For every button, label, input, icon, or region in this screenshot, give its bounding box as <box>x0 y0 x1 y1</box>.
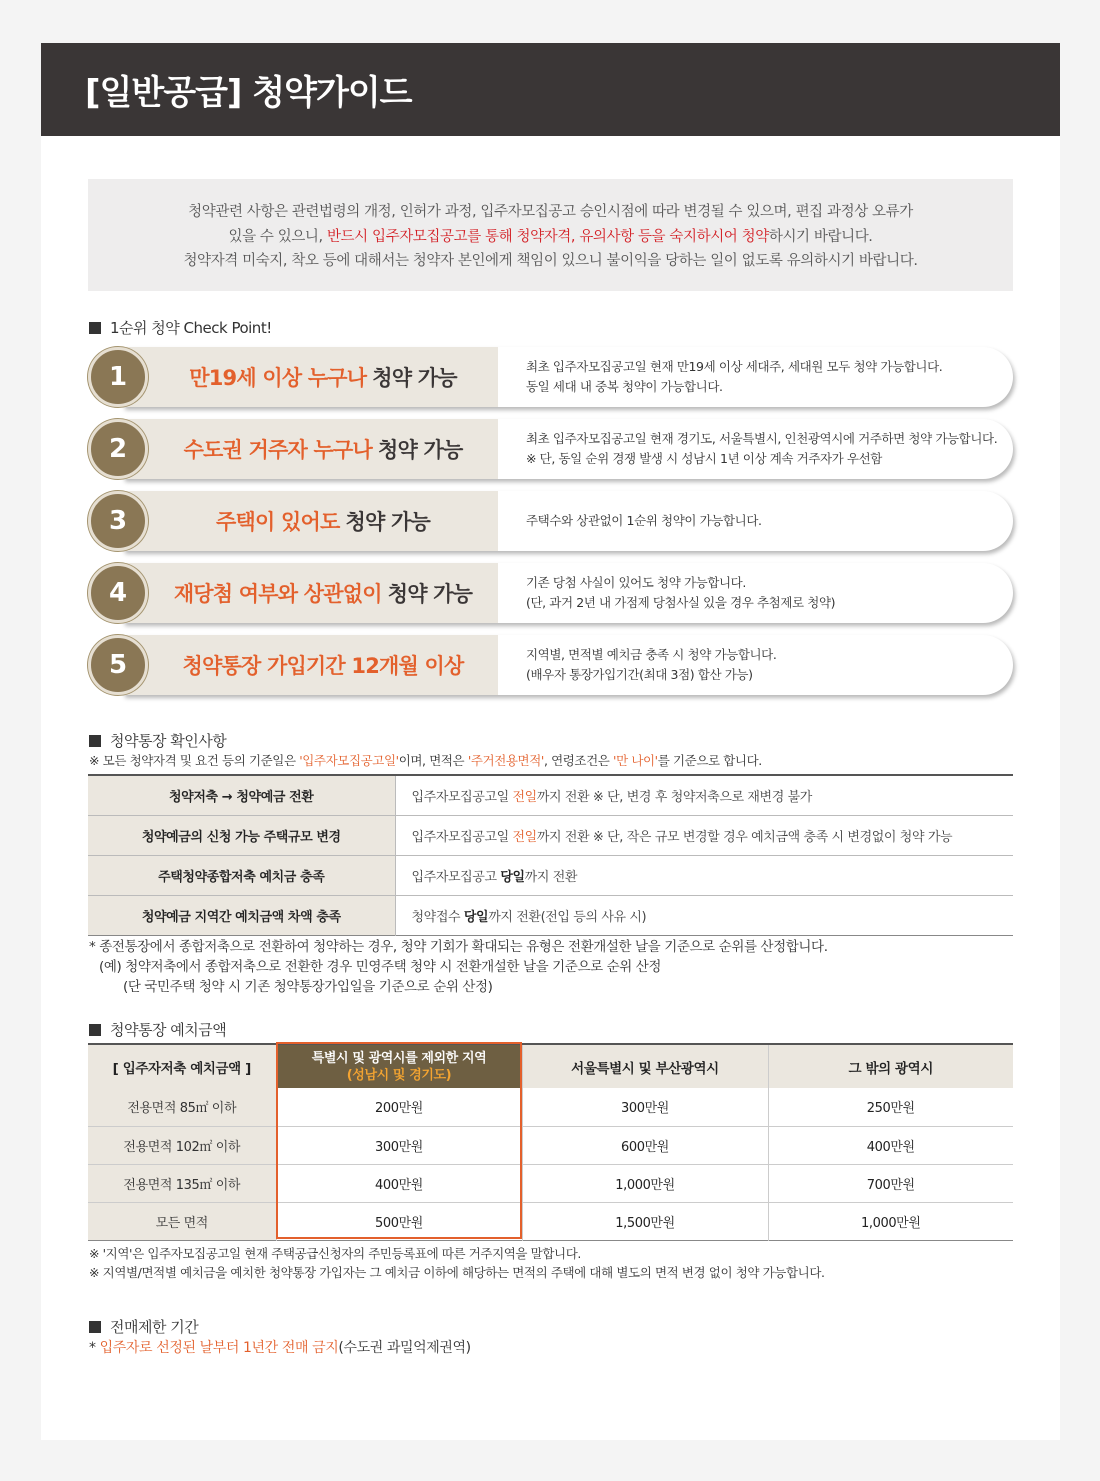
table-cell: 1,500만원 <box>522 1202 768 1240</box>
note-highlight: '주거전용면적' <box>467 753 544 768</box>
footnote-line: (단 국민주택 청약 시 기존 청약통장가입일을 기준으로 순위 산정) <box>123 979 493 995</box>
table-row <box>88 895 1013 935</box>
resale-highlight: 입주자로 선정된 날부터 1년간 전매 금지 <box>99 1340 339 1356</box>
table-row <box>88 855 1013 895</box>
value-text: 까지 전환 ※ 단, 작은 규모 변경할 경우 예치금액 충족 시 변경없이 청약 가능 <box>536 829 953 845</box>
table-cell: 400만원 <box>276 1164 522 1202</box>
checkpoint-number: 1 <box>88 347 148 407</box>
square-bullet-icon <box>89 322 101 334</box>
checkpoint-desc-line: 주택수와 상관없이 1순위 청약이 가능합니다. <box>526 513 762 528</box>
account-check-note <box>89 751 762 769</box>
checkpoint-desc-line: 지역별, 면적별 예치금 충족 시 청약 가능합니다. <box>526 647 777 662</box>
value-text: 까지 전환(전입 등의 사유 시) <box>488 909 647 925</box>
checkpoint-heading-rest: 청약 가능 <box>387 582 473 606</box>
checkpoint-heading-rest: 청약 가능 <box>372 366 457 390</box>
table-cell: 200만원 <box>276 1088 522 1126</box>
page-header <box>41 43 1060 136</box>
checkpoint-desc-line: 동일 세대 내 중복 청약이 가능합니다. <box>526 379 723 394</box>
table-cell: 400만원 <box>768 1126 1013 1164</box>
checkpoint-desc-line: 기존 당첨 사실이 있어도 청약 가능합니다. <box>526 575 746 590</box>
note-text: 이며, 면적은 <box>398 753 468 768</box>
notice-line-2-highlight: 반드시 입주자모집공고를 통해 청약자격, 유의사항 등을 숙지하시어 청약 <box>326 228 769 245</box>
resale-title-text: 전매제한 기간 <box>110 1318 199 1336</box>
table-header-cell-highlight <box>276 1044 522 1088</box>
value-text: 입주자모집공고일 <box>411 789 513 805</box>
checkpoint-desc-line: ※ 단, 동일 순위 경쟁 발생 시 성남시 1년 이상 계속 거주자가 우선함 <box>526 451 882 466</box>
table-row <box>88 1088 1013 1126</box>
table-header-cell: 그 밖의 광역시 <box>768 1044 1013 1088</box>
value-text: 청약접수 <box>411 909 464 925</box>
table-key-cell: 청약저축 → 청약예금 전환 <box>88 775 395 815</box>
table-row <box>88 775 1013 815</box>
value-text: 까지 전환 ※ 단, 변경 후 청약저축으로 재변경 불가 <box>536 789 812 805</box>
checkpoint-heading <box>148 347 498 407</box>
guide-page <box>41 43 1060 1440</box>
table-cell: 700만원 <box>768 1164 1013 1202</box>
table-row <box>88 815 1013 855</box>
deposit-section-title <box>89 1019 226 1040</box>
checkpoint-heading-highlight: 청약통장 가입기간 12개월 이상 <box>182 654 464 678</box>
checkpoint-item <box>88 491 1013 551</box>
note-text: ※ 모든 청약자격 및 요건 등의 기준일은 <box>89 753 300 768</box>
header-main: 특별시 및 광역시를 제외한 지역 <box>311 1050 487 1066</box>
table-key-cell: 전용면적 85㎡ 이하 <box>88 1088 276 1126</box>
checkpoint-number: 2 <box>88 419 148 479</box>
checkpoint-description <box>526 563 835 623</box>
value-bold: 당일 <box>463 909 489 925</box>
checkpoint-item <box>88 347 1013 407</box>
checkpoint-title-text: 1순위 청약 Check Point! <box>110 319 272 337</box>
resale-post: (수도권 과밀억제권역) <box>338 1340 471 1356</box>
checkpoint-number: 3 <box>88 491 148 551</box>
checkpoint-heading-rest: 청약 가능 <box>377 438 463 462</box>
account-check-footnote <box>89 937 828 997</box>
checkpoint-desc-line: 최초 입주자모집공고일 현재 경기도, 서울특별시, 인천광역시에 거주하면 청약 가능합니다. <box>526 431 998 446</box>
note-highlight: '만 나이' <box>613 753 658 768</box>
notice-line-1: 청약관련 사항은 관련법령의 개정, 인허가 과정, 입주자모집공고 승인시점에 따라 변경될 수 있으며, 편집 과정상 오류가 <box>188 204 913 220</box>
footnote-line: * 종전통장에서 종합저축으로 전환하여 청약하는 경우, 청약 기회가 확대되는 유형은 전환개설한 날을 기준으로 순위를 산정합니다. <box>89 939 828 955</box>
checkpoint-heading <box>148 635 498 695</box>
footnote-line: ※ '지역'은 입주자모집공고일 현재 주택공급신청자의 주민등록표에 따른 거주지역을 말합니다. <box>89 1246 581 1261</box>
table-row <box>88 1164 1013 1202</box>
value-text: 까지 전환 <box>524 869 578 885</box>
square-bullet-icon <box>89 735 101 747</box>
table-key-cell: 주택청약종합저축 예치금 충족 <box>88 855 395 895</box>
checkpoint-description <box>526 347 942 407</box>
checkpoint-heading-highlight: 수도권 거주자 누구나 <box>183 438 372 462</box>
table-header-cell: 서울특별시 및 부산광역시 <box>522 1044 768 1088</box>
account-check-title-text: 청약통장 확인사항 <box>110 732 227 750</box>
checkpoint-section-title <box>89 317 272 338</box>
note-text: 를 기준으로 합니다. <box>657 753 762 768</box>
table-cell: 300만원 <box>522 1088 768 1126</box>
note-text: , 연령조건은 <box>543 753 614 768</box>
checkpoint-item <box>88 635 1013 695</box>
value-bold: 당일 <box>500 869 525 885</box>
footnote-line: ※ 지역별/면적별 예치금을 예치한 청약통장 가입자는 그 예치금 이하에 해당하는 면적의 주택에 대해 별도의 면적 변경 없이 청약 가능합니다. <box>89 1265 825 1280</box>
checkpoint-desc-line: 최초 입주자모집공고일 현재 만19세 이상 세대주, 세대원 모두 청약 가능합니다. <box>526 359 943 374</box>
notice-line-2-post: 하시기 바랍니다. <box>768 228 873 245</box>
value-highlight: 전일 <box>512 789 537 805</box>
table-key-cell: 청약예금의 신청 가능 주택규모 변경 <box>88 815 395 855</box>
table-key-cell: 전용면적 135㎡ 이하 <box>88 1164 276 1202</box>
value-text: 입주자모집공고 <box>411 869 501 885</box>
table-value-cell <box>395 855 1013 895</box>
table-header-row <box>88 1044 1013 1088</box>
notice-box <box>88 179 1013 291</box>
table-cell: 500만원 <box>276 1202 522 1240</box>
table-key-cell: 모든 면적 <box>88 1202 276 1240</box>
table-cell: 300만원 <box>276 1126 522 1164</box>
checkpoint-heading <box>148 491 498 551</box>
table-value-cell <box>395 895 1013 935</box>
checkpoint-heading-highlight: 주택이 있어도 <box>216 510 340 534</box>
checkpoint-description <box>526 491 762 551</box>
notice-line-3: 청약자격 미숙지, 착오 등에 대해서는 청약자 본인에게 책임이 있으니 불이익을 당하는 일이 없도록 유의하시기 바랍니다. <box>183 253 918 269</box>
deposit-table <box>88 1043 1013 1241</box>
table-cell: 1,000만원 <box>522 1164 768 1202</box>
checkpoint-heading-highlight: 만19세 이상 누구나 <box>189 366 367 390</box>
table-value-cell <box>395 815 1013 855</box>
checkpoint-desc-line: (배우자 통장가입기간(최대 3점) 합산 가능) <box>526 667 753 682</box>
checkpoint-description <box>526 635 776 695</box>
value-highlight: 전일 <box>512 829 537 845</box>
checkpoint-item <box>88 563 1013 623</box>
value-text: 입주자모집공고일 <box>411 829 513 845</box>
page-title: [일반공급] 청약가이드 <box>85 73 412 113</box>
checkpoint-desc-line: (단, 과거 2년 내 가점제 당첨사실 있을 경우 추첨제로 청약) <box>526 595 836 610</box>
checkpoint-number: 4 <box>88 563 148 623</box>
table-value-cell <box>395 775 1013 815</box>
checkpoint-heading-highlight: 재당첨 여부와 상관없이 <box>173 582 382 606</box>
note-highlight: '입주자모집공고일' <box>299 753 399 768</box>
table-cell: 600만원 <box>522 1126 768 1164</box>
table-cell: 250만원 <box>768 1088 1013 1126</box>
resale-text <box>89 1337 471 1357</box>
account-check-section-title <box>89 730 226 751</box>
checkpoint-number: 5 <box>88 635 148 695</box>
table-key-cell: 전용면적 102㎡ 이하 <box>88 1126 276 1164</box>
deposit-title-text: 청약통장 예치금액 <box>110 1021 227 1039</box>
checkpoint-item <box>88 419 1013 479</box>
deposit-footnote <box>89 1244 825 1282</box>
checkpoint-heading-rest: 청약 가능 <box>345 510 430 534</box>
resale-star: * <box>89 1340 100 1356</box>
table-header-cell: [ 입주자저축 예치금액 ] <box>88 1044 276 1088</box>
notice-line-2 <box>88 225 1013 250</box>
account-check-table <box>88 774 1013 936</box>
checkpoint-description <box>526 419 997 479</box>
header-sub: (성남시 및 경기도) <box>346 1067 452 1083</box>
table-row <box>88 1202 1013 1240</box>
square-bullet-icon <box>89 1321 101 1333</box>
square-bullet-icon <box>89 1024 101 1036</box>
resale-section-title <box>89 1316 198 1337</box>
footnote-line: (예) 청약저축에서 종합저축으로 전환한 경우 민영주택 청약 시 전환개설한 날을 기준으로 순위 산정 <box>99 959 662 975</box>
notice-line-2-pre: 있을 수 있으니, <box>228 228 327 245</box>
checkpoint-heading <box>148 419 498 479</box>
table-cell: 1,000만원 <box>860 1215 921 1231</box>
checkpoint-heading <box>148 563 498 623</box>
table-key-cell: 청약예금 지역간 예치금액 차액 충족 <box>88 895 395 935</box>
table-row <box>88 1126 1013 1164</box>
